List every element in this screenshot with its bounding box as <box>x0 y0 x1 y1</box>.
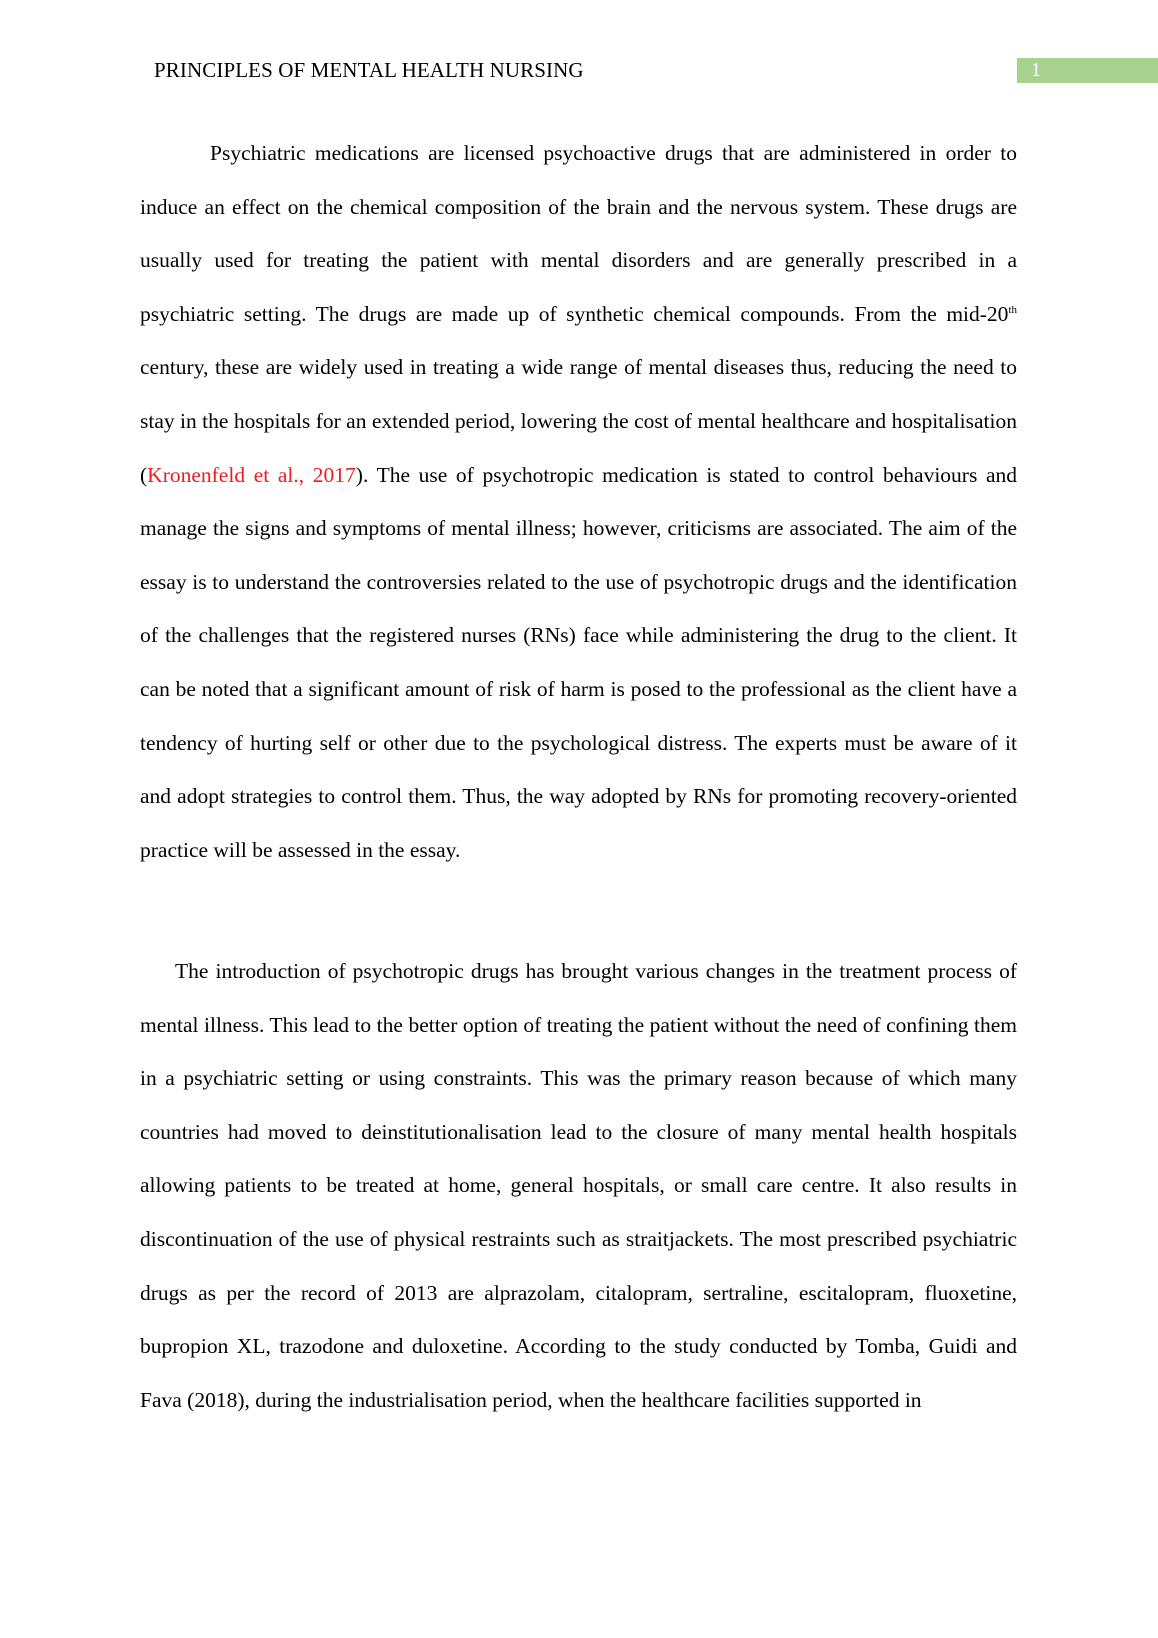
ordinal-superscript: th <box>1008 303 1017 316</box>
body-paragraph-1 <box>140 127 1017 877</box>
paragraph-text: century, these are widely used in treating a wide range of mental diseases thus, reducing the need to stay in the hospitals for an extended period, lowering the cost of mental healthcare and hospitalisation ( <box>140 355 1017 487</box>
paragraph-text: ). The use of psychotropic medication is stated to control behaviours and manage the signs and symptoms of mental illness; however, criticisms are associated. The aim of the essay is to understand the controversies related to the use of psychotropic drugs and the identification of the challenges that the registered nurses (RNs) face while administering the drug to the client. It can be noted that a significant amount of risk of harm is posed to the professional as the client have a tendency of hurting self or other due to the psychological distress. The experts must be aware of it and adopt strategies to control them. Thus, the way adopted by RNs for promoting recovery-oriented practice will be assessed in the essay. <box>140 462 1018 862</box>
running-header-title: PRINCIPLES OF MENTAL HEALTH NURSING <box>154 58 584 82</box>
page-number: 1 <box>1017 58 1158 83</box>
citation-link[interactable]: Kronenfeld et al., 2017 <box>147 462 356 487</box>
body-paragraph-2: The introduction of psychotropic drugs has brought various changes in the treatment process of mental illness. This lead to the better option of treating the patient without the need of confining them in a psychiatric setting or using constraints. This was the primary reason because of which many countries had moved to deinstitutionalisation lead to the closure of many mental health hospitals allowing patients to be treated at home, general hospitals, or small care centre. It also results in discontinuation of the use of physical restraints such as straitjackets. The most prescribed psychiatric drugs as per the record of 2013 are alprazolam, citalopram, sertraline, escitalopram, fluoxetine, bupropion XL, trazodone and duloxetine. According to the study conducted by Tomba, Guidi and Fava (2018), during the industrialisation period, when the healthcare facilities supported in <box>140 959 1017 1412</box>
paragraph-text: Psychiatric medications are licensed psychoactive drugs that are administered in order to induce an effect on the chemical composition of the brain and the nervous system. These drugs are usually used for treating the patient with mental disorders and are generally prescribed in a psychiatric setting. The drugs are made up of synthetic chemical compounds. From the mid-20 <box>140 141 1017 326</box>
